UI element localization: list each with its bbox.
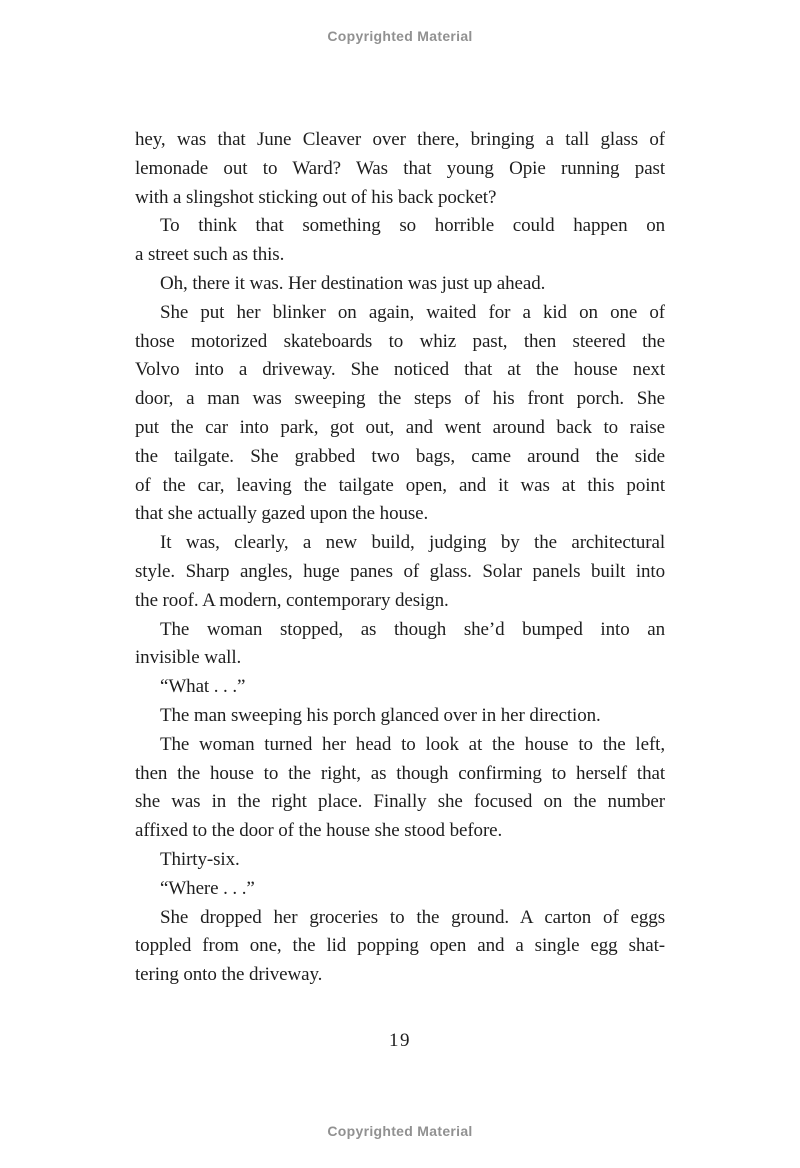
text-line: hey, was that June Cleaver over there, bringing a tall glass of	[135, 129, 665, 150]
text-line: Thirty-six.	[160, 848, 240, 870]
text-line: The man sweeping his porch glanced over in her direction.	[160, 704, 601, 726]
page-number: 19	[389, 1030, 411, 1051]
text-line: toppled from one, the lid popping open and a single egg shat-	[135, 935, 665, 957]
text-line: of the car, leaving the tailgate open, and it was at this point	[135, 474, 665, 496]
text-line: that she actually gazed upon the house.	[135, 503, 429, 525]
text-line: It was, clearly, a new build, judging by the architectural	[160, 532, 665, 554]
text-line: style. Sharp angles, huge panes of glass. Solar panels built into	[135, 560, 665, 582]
text-line: she was in the right place. Finally she focused on the number	[135, 791, 665, 813]
text-line: the tailgate. She grabbed two bags, came around the side	[135, 445, 665, 467]
text-line: lemonade out to Ward? Was that young Opie running past	[135, 157, 665, 179]
text-line: invisible wall.	[135, 647, 242, 669]
text-line: To think that something so horrible could happen on	[160, 215, 665, 237]
body-text	[135, 126, 665, 990]
text-line: those motorized skateboards to whiz past, then steered the	[135, 330, 665, 352]
text-line: the roof. A modern, contemporary design.	[135, 589, 449, 611]
text-line: She dropped her groceries to the ground. A carton of eggs	[160, 906, 665, 928]
text-line: with a slingshot sticking out of his back pocket?	[135, 186, 497, 208]
text-line: The woman turned her head to look at the house to the left,	[160, 733, 665, 755]
text-line: She put her blinker on again, waited for a kid on one of	[160, 301, 665, 323]
text-line: put the car into park, got out, and went around back to raise	[135, 416, 665, 438]
text-line: “Where . . .”	[160, 877, 255, 899]
text-line: tering onto the driveway.	[135, 964, 323, 986]
copyright-notice-top: Copyrighted Material	[327, 28, 473, 44]
text-line: Volvo into a driveway. She noticed that at the house next	[135, 359, 665, 381]
text-line: then the house to the right, as though confirming to herself that	[135, 762, 665, 784]
copyright-notice-bottom: Copyrighted Material	[327, 1123, 473, 1139]
text-line: a street such as this.	[135, 244, 285, 266]
text-line: affixed to the door of the house she stood before.	[135, 820, 503, 842]
text-line: The woman stopped, as though she’d bumped into an	[160, 618, 665, 640]
text-line: Oh, there it was. Her destination was just up ahead.	[160, 272, 546, 294]
text-line: “What . . .”	[160, 676, 246, 698]
text-line: door, a man was sweeping the steps of his front porch. She	[135, 388, 665, 410]
